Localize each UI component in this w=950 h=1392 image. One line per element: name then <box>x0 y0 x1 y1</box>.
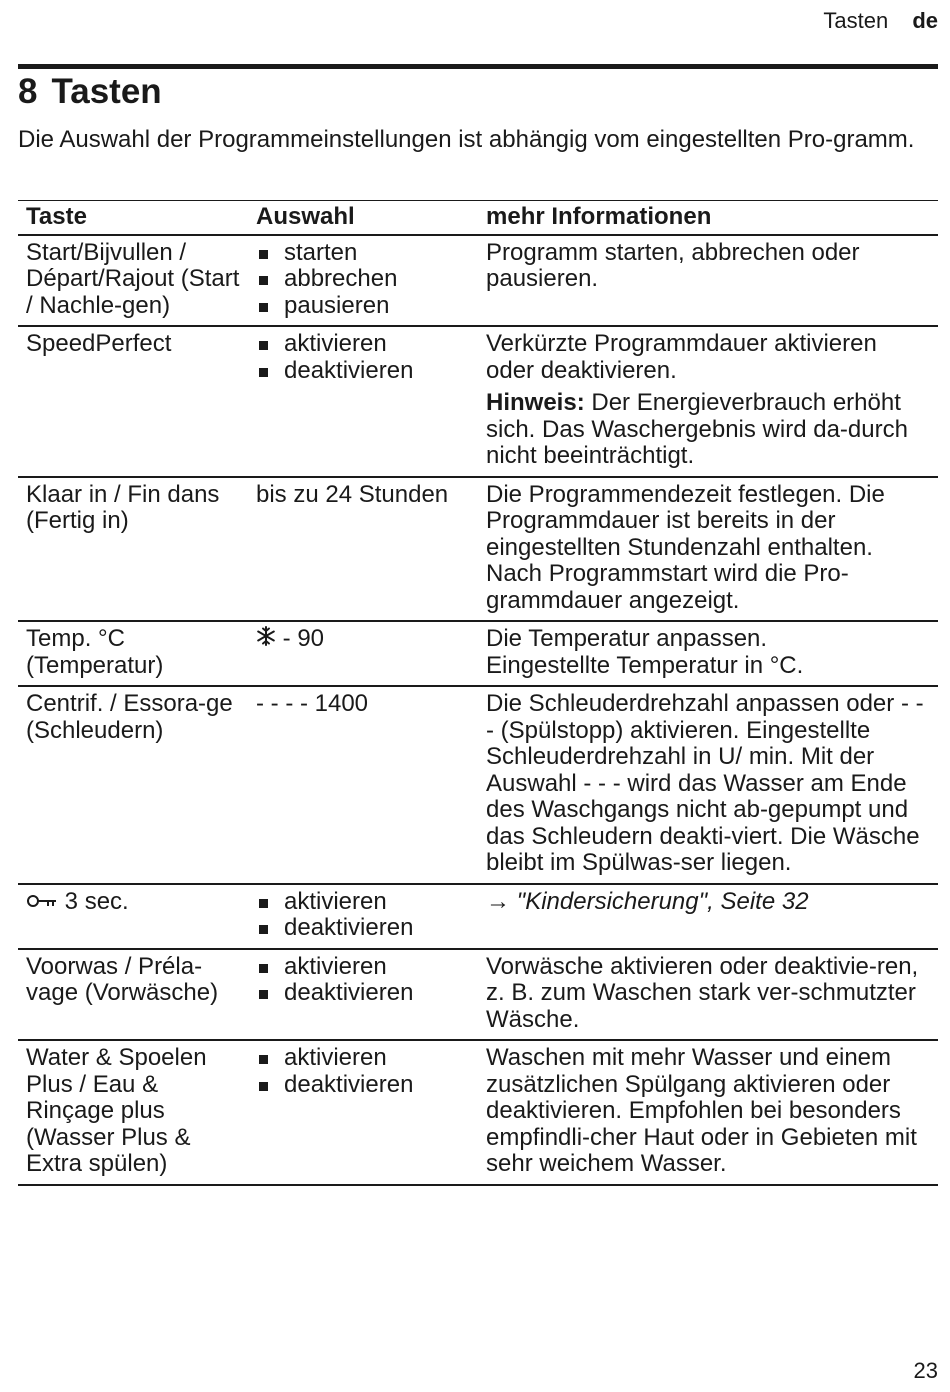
key-cell <box>18 621 248 686</box>
table-row <box>18 1040 938 1185</box>
running-header <box>823 8 938 34</box>
option-item: aktivieren <box>256 954 470 981</box>
table-row <box>18 621 938 686</box>
chapter-number: 8 <box>18 72 38 111</box>
option-item: deaktivieren <box>256 915 470 942</box>
key-line: (Temperatur) <box>26 651 164 679</box>
column-header-info: mehr Informationen <box>478 201 938 235</box>
options-list <box>256 240 470 320</box>
options-cell <box>248 326 478 477</box>
key-cell: Centrif. / Essora-ge (Schleudern) <box>18 686 248 884</box>
note-text: Der Energieverbrauch erhöht sich. Das Waschergebnis wird da-durch nicht beeinträchtigt. <box>486 389 908 469</box>
options-list <box>256 1045 470 1098</box>
options-cell <box>248 884 478 949</box>
chapter-heading <box>18 72 162 112</box>
column-header-taste: Taste <box>18 201 248 235</box>
key-cell <box>18 884 248 949</box>
note-label: Hinweis: <box>486 389 585 416</box>
table-row <box>18 949 938 1041</box>
options-list <box>256 331 470 384</box>
info-cell: Programm starten, abbrechen oder pausieren. <box>478 235 938 327</box>
options-cell <box>248 949 478 1041</box>
header-section-title: Tasten <box>823 8 889 33</box>
info-line: Die Temperatur anpassen. <box>486 625 768 652</box>
column-header-auswahl: Auswahl <box>248 201 478 235</box>
table-row <box>18 884 938 949</box>
table-header-row <box>18 201 938 235</box>
header-language: de <box>912 8 938 33</box>
chapter-title: Tasten <box>51 72 162 111</box>
key-label: 3 sec. <box>64 887 129 915</box>
option-item: aktivieren <box>256 889 470 916</box>
option-item: aktivieren <box>256 331 470 358</box>
intro-paragraph: Die Auswahl der Programmeinstellungen ist abhängig vom eingestellten Pro-gramm. <box>18 126 915 153</box>
info-cell: Die Schleuderdrehzahl anpassen oder - - - (Spülstopp) aktivieren. Eingestellte Schleuderdrehzahl in U/ min. Mit der Auswahl - - - wird das Wasser am Ende des Waschgangs nicht ab-gepumpt und das Schleudern deakti-viert. Die Wäsche bleibt im Spülwas-ser liegen. <box>478 686 938 884</box>
key-line: Temp. °C <box>26 625 125 652</box>
selection-cell: bis zu 24 Stunden <box>248 477 478 622</box>
options-list <box>256 954 470 1007</box>
option-item: deaktivieren <box>256 1072 470 1099</box>
option-item: abbrechen <box>256 266 470 293</box>
key-cell: Start/Bijvullen / Départ/Rajout (Start / Nachle-gen) <box>18 235 248 327</box>
snowflake-icon <box>256 626 276 653</box>
info-cell: Waschen mit mehr Wasser und einem zusätzlichen Spülgang aktivieren oder deaktivieren. Empfohlen bei besonders empfindli-cher Haut oder in Gebieten mit sehr weichem Wasser. <box>478 1040 938 1185</box>
table-row <box>18 235 938 327</box>
key-icon <box>26 889 58 916</box>
key-cell: SpeedPerfect <box>18 326 248 477</box>
header-rule <box>18 64 938 69</box>
options-cell <box>248 1040 478 1185</box>
option-item: deaktivieren <box>256 980 470 1007</box>
option-item: deaktivieren <box>256 358 470 385</box>
table-row <box>18 326 938 477</box>
info-cell: Die Programmendezeit festlegen. Die Programmdauer ist bereits in der eingestellten Stundenzahl enthalten. Nach Programmstart wird die Pro-grammdauer angezeigt. <box>478 477 938 622</box>
cross-reference-link[interactable]: "Kindersicherung", Seite 32 <box>516 887 809 915</box>
cross-reference-arrow-icon: → <box>486 887 510 915</box>
options-cell <box>248 235 478 327</box>
info-cell <box>478 884 938 949</box>
key-cell: Voorwas / Préla-vage (Vorwäsche) <box>18 949 248 1041</box>
info-text: Verkürzte Programmdauer aktivieren oder deaktivieren. <box>486 330 877 384</box>
options-list <box>256 889 470 942</box>
selection-cell: - - - - 1400 <box>248 686 478 884</box>
table-row <box>18 686 938 884</box>
option-item: pausieren <box>256 293 470 320</box>
key-cell: Water & Spoelen Plus / Eau & Rinçage plus (Wasser Plus & Extra spülen) <box>18 1040 248 1185</box>
selection-value: - 90 <box>282 625 325 652</box>
keys-table <box>18 200 938 1186</box>
info-line: Eingestellte Temperatur in °C. <box>486 651 804 679</box>
info-cell: Vorwäsche aktivieren oder deaktivie-ren, z. B. zum Waschen stark ver-schmutzter Wäsche. <box>478 949 938 1041</box>
page-number: 23 <box>913 1358 938 1383</box>
table-row <box>18 477 938 622</box>
info-cell <box>478 621 938 686</box>
selection-cell <box>248 621 478 686</box>
info-cell <box>478 326 938 477</box>
option-item: starten <box>256 240 470 267</box>
key-cell: Klaar in / Fin dans (Fertig in) <box>18 477 248 622</box>
option-item: aktivieren <box>256 1045 470 1072</box>
note <box>486 390 930 470</box>
